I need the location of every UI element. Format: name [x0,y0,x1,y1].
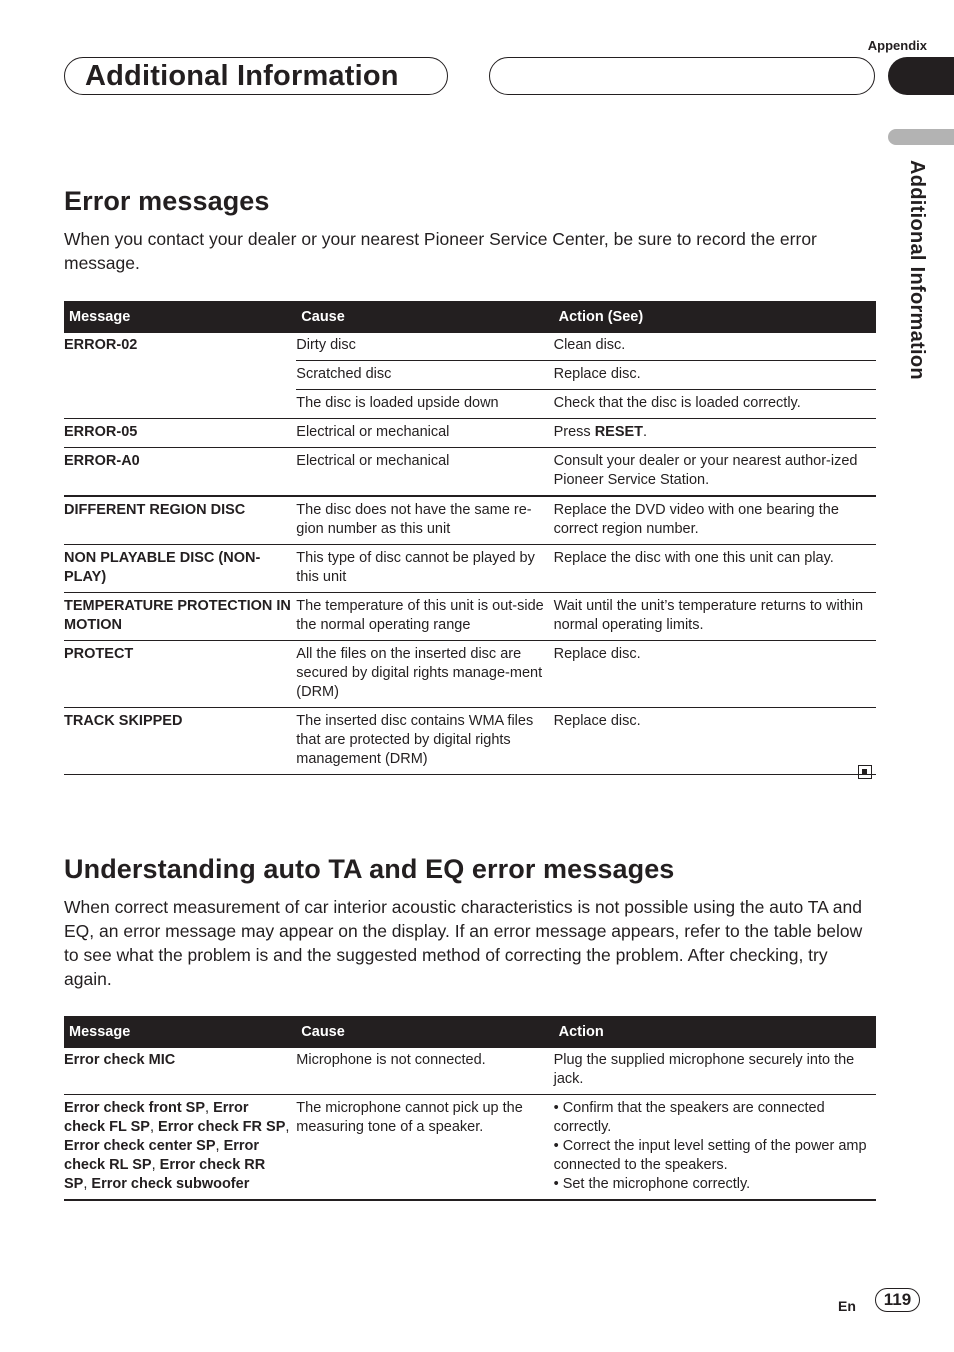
message-cell: PROTECT [64,641,296,708]
action-cell: Plug the supplied microphone securely into the jack. [554,1048,876,1095]
table-row [64,333,876,361]
header-empty-pill [489,57,875,95]
appendix-label: Appendix [867,38,927,53]
message-separator: , [151,1157,160,1173]
error-messages-title: Error messages [64,186,270,216]
cause-cell: Scratched disc [296,361,553,390]
action-cell: Replace the disc with one this unit can play. [554,545,876,593]
action-bullet: • Correct the input level setting of the power amp connected to the speakers. [553,1138,867,1173]
header-cause: Cause [296,1016,553,1048]
table-row [64,419,876,448]
page-number: 119 [875,1288,920,1312]
message-part: Error check center SP [64,1138,216,1154]
cause-cell: Dirty disc [296,333,553,361]
error-messages-table [64,301,876,775]
auto-ta-eq-table [64,1016,876,1201]
message-part: Error check subwoofer [91,1176,250,1192]
message-part: Error check front SP [64,1100,206,1116]
message-part: Error check FL SP [64,1100,249,1135]
table-row [64,361,876,390]
auto-ta-eq-title: Understanding auto TA and EQ error messages [64,854,675,884]
message-separator: , [205,1100,214,1116]
action-cell: Wait until the unit’s temperature returns to within normal operating limits. [554,593,876,641]
table-row [64,593,876,641]
message-cell: DIFFERENT REGION DISC [64,496,296,545]
header-cause: Cause [296,301,553,333]
cause-cell: All the files on the inserted disc are secured by digital rights manage-ment (DRM) [296,641,553,708]
message-separator: , [83,1176,92,1192]
reset-button-label: RESET [594,424,644,440]
action-cell [554,1095,876,1201]
table-header-row [64,1016,876,1048]
cause-cell: The inserted disc contains WMA files that are protected by digital rights management (DRM) [296,708,553,775]
chapter-tab-indicator [888,129,954,145]
page-language: En [838,1298,856,1314]
action-cell: Clean disc. [554,333,876,361]
cause-cell: Electrical or mechanical [296,419,553,448]
action-text-end: . [643,424,648,440]
message-cell: ERROR-05 [64,419,296,448]
message-cell: NON PLAYABLE DISC (NON-PLAY) [64,545,296,593]
section-header [64,57,448,95]
table-row [64,1095,876,1201]
table-header-row [64,301,876,333]
message-part: Error check FR SP [158,1119,286,1135]
action-bullet: • Set the microphone correctly. [553,1176,751,1192]
message-separator: , [215,1138,224,1154]
message-separator: , [285,1119,290,1135]
chapter-tab [888,57,954,95]
message-separator: , [149,1119,159,1135]
message-cell: TEMPERATURE PROTECTION IN MOTION [64,593,296,641]
table-row [64,496,876,545]
action-cell: Replace disc. [554,708,876,775]
cause-cell: Microphone is not connected. [296,1048,553,1095]
end-of-section-mark [858,765,872,779]
error-messages-intro: When you contact your dealer or your nearest Pioneer Service Center, be sure to record the error message. [64,229,817,273]
cause-cell: The disc is loaded upside down [296,390,553,419]
table-row [64,448,876,497]
header-action: Action [554,1016,876,1048]
action-cell: Replace disc. [554,641,876,708]
message-cell: ERROR-A0 [64,448,296,497]
action-bullet: • Confirm that the speakers are connected correctly. [553,1100,825,1135]
cause-cell: The temperature of this unit is out-side the normal operating range [296,593,553,641]
action-text: Press [553,424,595,440]
message-cell: Error check MIC [64,1048,296,1095]
header-message: Message [64,301,296,333]
action-cell: Consult your dealer or your nearest author-ized Pioneer Service Station. [554,448,876,497]
action-cell: Replace disc. [554,361,876,390]
message-part: Error check RR SP [64,1157,266,1192]
action-cell: Replace the DVD video with one bearing the correct region number. [554,496,876,545]
table-row [64,390,876,419]
message-cell [64,1095,296,1201]
header-message: Message [64,1016,296,1048]
message-cell: TRACK SKIPPED [64,708,296,775]
message-part: Error check RL SP [64,1138,260,1173]
table-row [64,545,876,593]
table-row [64,708,876,775]
header-action: Action (See) [554,301,876,333]
action-cell [554,419,876,448]
auto-ta-eq-intro: When correct measurement of car interior acoustic characteristics is not possible using the auto TA and EQ, an error message may appear on the display. If an error message appears, refer to the table below to see what the problem is and the suggested method of correcting the problem. After checking, try again. [64,897,863,989]
cause-cell: Electrical or mechanical [296,448,553,497]
message-cell [64,361,296,390]
message-cell [64,390,296,419]
cause-cell: The disc does not have the same re-gion number as this unit [296,496,553,545]
cause-cell: This type of disc cannot be played by this unit [296,545,553,593]
section-header-title: Additional Information [85,59,399,92]
cause-cell: The microphone cannot pick up the measuring tone of a speaker. [296,1095,553,1201]
side-section-label: Additional Information [906,160,928,380]
message-cell: ERROR-02 [64,337,138,353]
table-row [64,1048,876,1095]
table-row [64,641,876,708]
action-cell: Check that the disc is loaded correctly. [554,390,876,419]
